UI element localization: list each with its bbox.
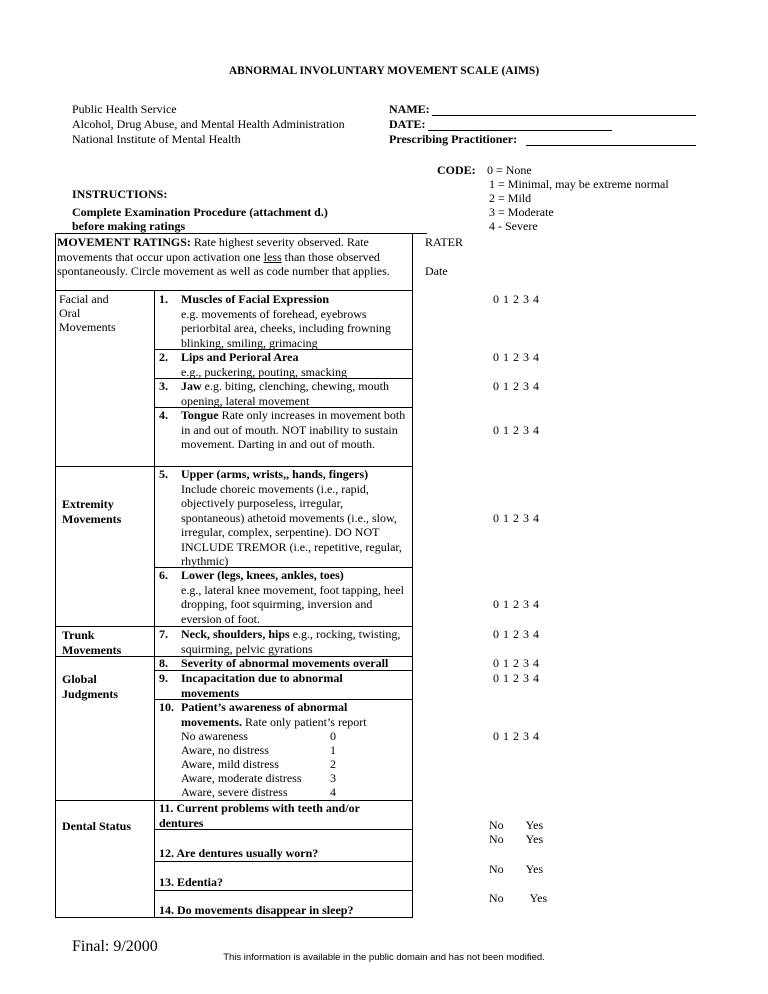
item-3-desc: e.g. biting, clenching, chewing, mouth opening, lateral movement [181, 379, 389, 408]
item-10-title: Patient’s awareness of abnormal movements. [181, 700, 348, 729]
category-extremity-1: Extremity [62, 497, 114, 511]
item-6-desc: e.g., lateral knee movement, foot tapping, heel dropping, foot squirming, inversion and eversion of foot. [181, 582, 404, 626]
awareness-2-label: Aware, mild distress [181, 757, 279, 771]
category-global-2: Judgments [62, 687, 119, 701]
item-10-number: 10. [159, 700, 174, 714]
yes-option[interactable]: Yes [525, 818, 544, 832]
item-1 [181, 292, 409, 350]
item-5-title: Upper (arms, wrists,, hands, fingers) [181, 467, 369, 481]
name-field[interactable] [432, 115, 696, 116]
item-2 [181, 350, 409, 379]
item-8-score[interactable]: 0 1 2 3 4 [493, 656, 540, 670]
item-9-number: 9. [159, 671, 168, 685]
item-1-title: Muscles of Facial Expression [181, 292, 330, 306]
item-2-score[interactable]: 0 1 2 3 4 [493, 350, 540, 364]
movement-ratings-label: MOVEMENT RATINGS: [57, 235, 191, 249]
awareness-0-value: 0 [330, 729, 336, 743]
item-2-number: 2. [159, 350, 168, 364]
row-divider [154, 861, 412, 862]
category-divider-dental [55, 800, 155, 801]
item-10-score[interactable]: 0 1 2 3 4 [493, 729, 540, 743]
item-11 [159, 801, 399, 830]
yes-option[interactable]: Yes [525, 862, 544, 876]
item-8-title: Severity of abnormal movements overall [181, 656, 389, 670]
table-column-divider-1 [154, 290, 155, 917]
practitioner-label: Prescribing Practitioner: [389, 132, 518, 146]
item-13-yes-no[interactable] [489, 862, 543, 877]
instructions-line-1: Complete Examination Procedure (attachment d.) [72, 205, 328, 219]
category-global-1: Global [62, 672, 97, 686]
item-5-desc: Include choreic movements (i.e., rapid, objectively purposeless, irregular, spontaneous) athetoid movements (i.e., slow, irregular, complex, serpentine). DO NOT INCLUDE TREMOR (i.e., repetitive, regular, rhythmic) [181, 481, 402, 568]
row-divider [154, 890, 412, 891]
item-1-number: 1. [159, 292, 168, 306]
category-facial-3: Movements [59, 320, 116, 334]
agency-line-2: Alcohol, Drug Abuse, and Mental Health Administration [72, 117, 345, 131]
yes-option[interactable]: Yes [525, 832, 544, 846]
item-13 [159, 875, 399, 890]
code-4: 4 - Severe [489, 219, 538, 233]
item-7-title: Neck, shoulders, hips [181, 627, 290, 641]
category-dental: Dental Status [62, 819, 132, 833]
category-divider-trunk [55, 626, 155, 627]
item-7 [181, 627, 409, 656]
item-12-number: 12. [159, 846, 174, 860]
item-11-yes-no[interactable] [489, 818, 543, 833]
rater-date-label: Date [425, 264, 448, 278]
item-13-title: Edentia? [177, 875, 224, 889]
item-4-number: 4. [159, 408, 168, 422]
item-7-number: 7. [159, 627, 168, 641]
table-column-divider-2 [412, 233, 413, 917]
item-6-number: 6. [159, 568, 168, 582]
item-14-yes-no[interactable] [489, 891, 547, 906]
movement-ratings-underlined: less [263, 249, 282, 264]
item-9-score[interactable]: 0 1 2 3 4 [493, 671, 540, 685]
no-option[interactable]: No [489, 832, 504, 846]
category-facial-2: Oral [59, 306, 81, 320]
code-1: 1 = Minimal, may be extreme normal [489, 177, 669, 191]
item-3 [181, 379, 409, 408]
no-option[interactable]: No [489, 862, 504, 876]
movement-ratings-text: Rate highest severity observed. Rate movements that occur upon activation one [57, 235, 369, 264]
movement-ratings-instructions [57, 235, 409, 279]
awareness-4-label: Aware, severe distress [181, 785, 288, 799]
item-10 [181, 700, 401, 729]
rater-label: RATER [425, 235, 464, 249]
item-9-title: Incapacitation due to abnormal movements [181, 671, 343, 700]
agency-line-3: National Institute of Mental Health [72, 132, 241, 146]
table-top-border [55, 233, 427, 234]
code-0: 0 = None [487, 163, 532, 177]
item-6-score[interactable]: 0 1 2 3 4 [493, 597, 540, 611]
awareness-2-value: 2 [330, 757, 336, 771]
item-1-score[interactable]: 0 1 2 3 4 [493, 292, 540, 306]
item-12-yes-no[interactable] [489, 832, 543, 847]
awareness-1-label: Aware, no distress [181, 743, 269, 757]
item-12-title: Are dentures usually worn? [176, 846, 319, 860]
item-10-desc: Rate only patient’s report [241, 714, 367, 729]
item-14-number: 14. [159, 903, 174, 917]
item-12 [159, 846, 399, 861]
item-5 [181, 467, 409, 569]
agency-line-1: Public Health Service [72, 102, 177, 116]
awareness-3-value: 3 [330, 771, 336, 785]
item-2-desc: e.g., puckering, pouting, smacking [181, 364, 347, 379]
table-header-divider [55, 290, 413, 291]
category-divider-extremity [55, 466, 155, 467]
form-title: ABNORMAL INVOLUNTARY MOVEMENT SCALE (AIMS) [228, 65, 540, 77]
item-3-score[interactable]: 0 1 2 3 4 [493, 379, 540, 393]
category-trunk-2: Movements [62, 643, 122, 657]
item-7-score[interactable]: 0 1 2 3 4 [493, 627, 540, 641]
code-label: CODE: [437, 163, 476, 177]
item-7-desc: e.g., rocking, twisting, squirming, pelvic gyrations [181, 627, 401, 656]
item-2-title: Lips and Perioral Area [181, 350, 299, 364]
item-4-desc: Rate only increases in movement both in and out of mouth. NOT inability to sustain movement. Darting in and out of mouth. [181, 408, 406, 451]
item-11-title: Current problems with teeth and/or dentures [159, 801, 360, 830]
item-8-number: 8. [159, 656, 168, 670]
item-6 [181, 568, 409, 626]
instructions-heading: INSTRUCTIONS: [72, 187, 168, 201]
category-facial-1: Facial and [59, 292, 109, 306]
category-trunk-1: Trunk [62, 628, 95, 642]
item-4 [181, 408, 409, 452]
code-2: 2 = Mild [489, 191, 532, 205]
item-14 [159, 903, 399, 918]
item-14-title: Do movements disappear in sleep? [177, 903, 354, 917]
movement-ratings-text-2: than those observed spontaneously. Circle movement as well as code number that applies. [57, 249, 390, 278]
name-label: NAME: [389, 102, 430, 116]
item-5-number: 5. [159, 467, 168, 481]
awareness-1-value: 1 [330, 743, 336, 757]
item-4-title: Tongue [181, 408, 219, 422]
category-divider-global [55, 656, 155, 657]
item-13-number: 13. [159, 875, 174, 889]
item-1-desc: e.g. movements of forehead, eyebrows periorbital area, cheeks, including frowning blinking, smiling, grimacing [181, 306, 391, 350]
date-label: DATE: [389, 117, 426, 131]
item-5-score[interactable]: 0 1 2 3 4 [493, 511, 540, 525]
date-field[interactable] [428, 130, 612, 131]
awareness-0-label: No awareness [181, 729, 248, 743]
item-11-number: 11. [159, 801, 174, 815]
item-4-score[interactable]: 0 1 2 3 4 [493, 423, 540, 437]
table-left-border [55, 233, 56, 917]
item-3-number: 3. [159, 379, 168, 393]
code-3: 3 = Moderate [489, 205, 554, 219]
category-extremity-2: Movements [62, 512, 122, 526]
practitioner-field[interactable] [526, 145, 696, 146]
item-3-title: Jaw [181, 379, 202, 393]
item-6-title: Lower (legs, knees, ankles, toes) [181, 568, 344, 582]
awareness-3-label: Aware, moderate distress [181, 771, 302, 785]
yes-option[interactable]: Yes [529, 891, 548, 905]
no-option[interactable]: No [489, 891, 504, 905]
no-option[interactable]: No [489, 818, 504, 832]
form-version: Final: 9/2000 [72, 938, 158, 955]
public-domain-notice: This information is available in the public domain and has not been modified. [223, 952, 545, 963]
awareness-4-value: 4 [330, 785, 336, 799]
instructions-line-2: before making ratings [72, 219, 186, 233]
